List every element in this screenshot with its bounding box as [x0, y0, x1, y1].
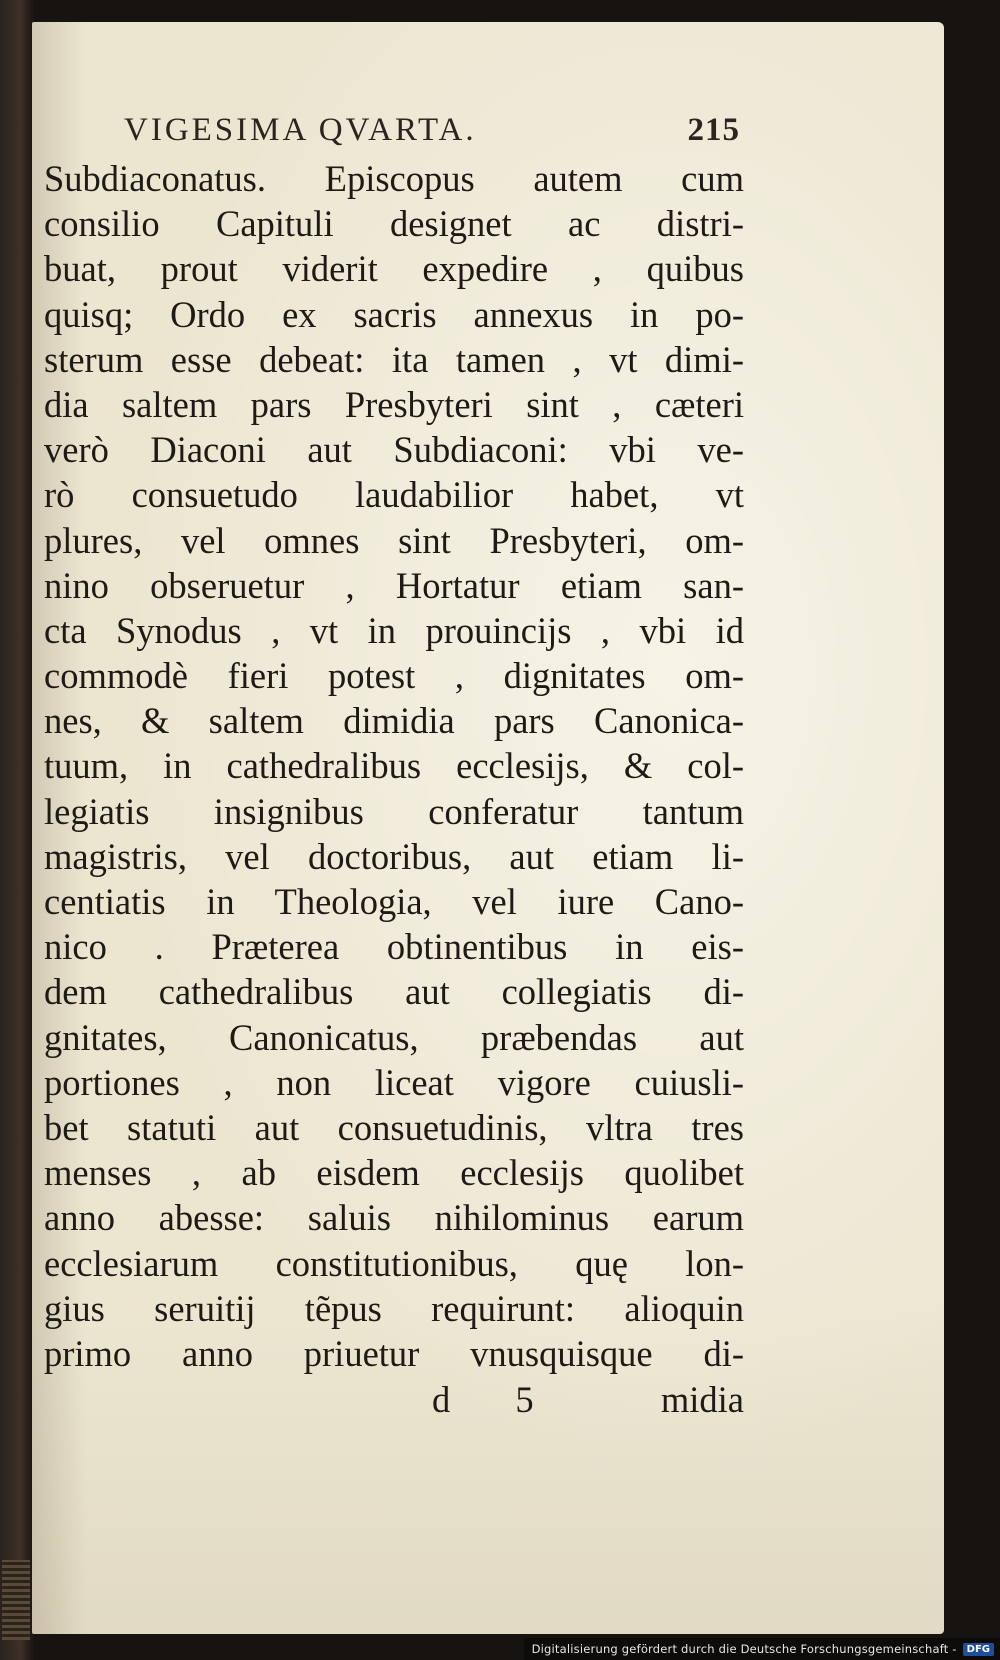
text-line: nino obseruetur , Hortatur etiam san-	[44, 564, 744, 606]
text-line: commodè fieri potest , dignitates om-	[44, 655, 744, 697]
text-line: plures, vel omnes sint Presbyteri, om-	[44, 519, 744, 561]
spine-edge	[2, 1560, 30, 1640]
text-line: ecclesiarum constitutionibus, quę lon-	[44, 1242, 744, 1284]
text-line: sterum esse debeat: ita tamen , vt dimi-	[44, 338, 744, 380]
dfg-logo: DFG	[963, 1643, 994, 1656]
signature-mark: d 5	[432, 1379, 562, 1421]
catchword: midia	[660, 1379, 744, 1421]
text-line: consilio Capituli designet ac distri-	[44, 203, 744, 245]
page-number: 215	[687, 112, 740, 148]
text-block	[44, 104, 744, 1424]
text-line: menses , ab eisdem ecclesijs quolibet	[44, 1152, 744, 1194]
running-head-title: VIGESIMA QVARTA.	[124, 112, 477, 148]
text-line: primo anno priuetur vnusquisque di-	[44, 1332, 744, 1374]
catchline	[44, 1376, 744, 1424]
body-text	[44, 156, 744, 1376]
footer-credit: Digitalisierung gefördert durch die Deutsche Forschungsgemeinschaft -	[531, 1642, 957, 1656]
text-line: gnitates, Canonicatus, præbendas aut	[44, 1016, 744, 1058]
book-page	[32, 22, 944, 1634]
text-line: dia saltem pars Presbyteri sint , cæteri	[44, 383, 744, 425]
book-spine	[0, 0, 34, 1660]
text-line: nes, & saltem dimidia pars Canonica-	[44, 700, 744, 742]
text-line: tuum, in cathedralibus ecclesijs, & col-	[44, 745, 744, 787]
text-line: rò consuetudo laudabilior habet, vt	[44, 474, 744, 516]
text-line: gius seruitij tẽpus requirunt: alioquin	[44, 1287, 744, 1329]
text-line: magistris, vel doctoribus, aut etiam li-	[44, 835, 744, 877]
text-line: portiones , non liceat vigore cuiusli-	[44, 1061, 744, 1103]
digitization-footer	[524, 1638, 1000, 1660]
text-line: cta Synodus , vt in prouincijs , vbi id	[44, 609, 744, 651]
text-line: verò Diaconi aut Subdiaconi: vbi ve-	[44, 429, 744, 471]
text-line: centiatis in Theologia, vel iure Cano-	[44, 881, 744, 922]
text-line: anno abesse: saluis nihilominus earum	[44, 1197, 744, 1239]
text-line: Subdiaconatus. Episcopus autem cum	[44, 158, 744, 199]
text-line: bet statuti aut consuetudinis, vltra tres	[44, 1106, 744, 1148]
text-line: quisq; Ordo ex sacris annexus in po-	[44, 293, 744, 335]
running-head	[44, 104, 744, 156]
text-line: buat, prout viderit expedire , quibus	[44, 248, 744, 290]
text-line: legiatis insignibus conferatur tantum	[44, 790, 744, 832]
text-line: nico . Præterea obtinentibus in eis-	[44, 926, 744, 968]
text-line: dem cathedralibus aut collegiatis di-	[44, 971, 744, 1013]
